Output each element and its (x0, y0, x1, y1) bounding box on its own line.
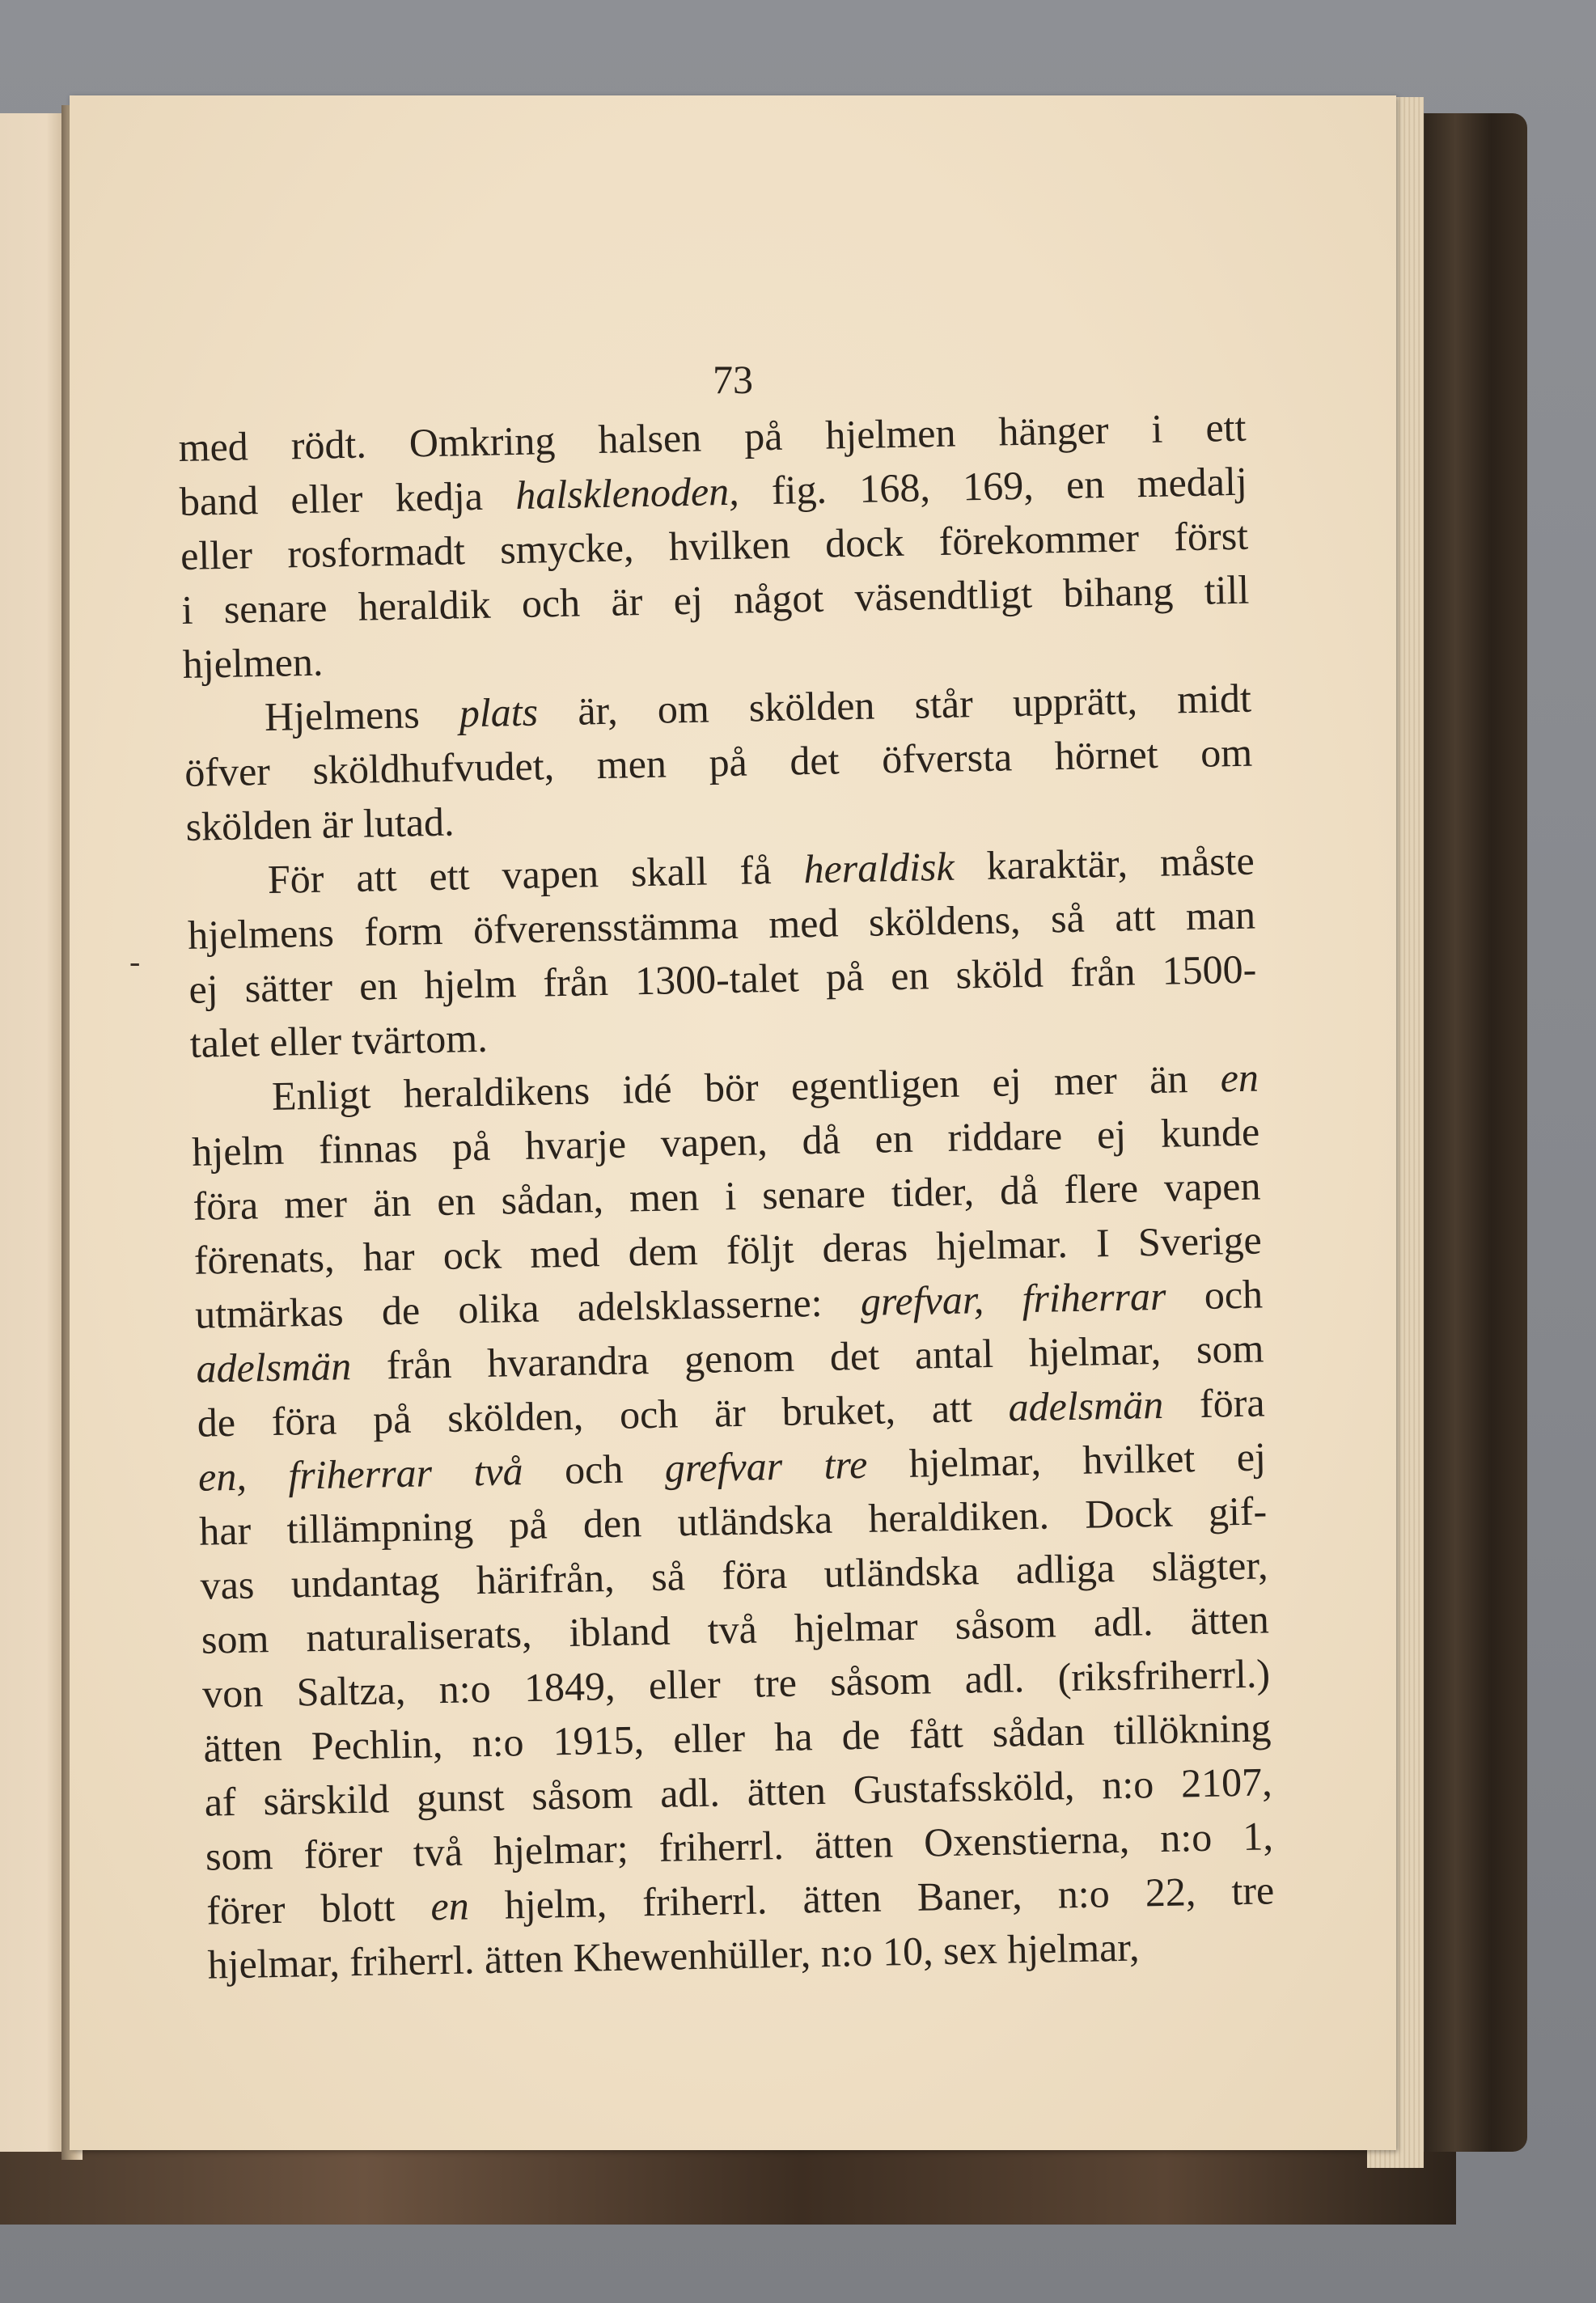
text-segment: i senare heraldik och är ej något väsendtligt bihang till (180, 566, 1250, 633)
text-segment: ätten Pechlin, n:o 1915, eller ha de fått sådan tillökning (202, 1704, 1272, 1771)
text-segment: hjelmen. (182, 638, 324, 687)
text-segment: För att ett vapen skall få (267, 846, 805, 902)
text-segment: eller rosformadt smycke, hvilken dock förekommer först (180, 512, 1249, 578)
text-segment: karaktär, måste (954, 837, 1255, 889)
text-segment: och (1165, 1271, 1264, 1319)
italic-text: grefvar, friherrar (860, 1272, 1166, 1324)
text-segment: och (523, 1445, 666, 1494)
text-segment: ej sätter en hjelm från 1300-talet på en sköld från 1500- (188, 946, 1257, 1012)
text-segment: hjelm finnas på hvarje vapen, då en riddare ej kunde (191, 1108, 1260, 1175)
text-segment: hjelmar, hvilket ej (866, 1433, 1267, 1487)
text-segment: de föra på skölden, och är bruket, att (197, 1384, 1010, 1446)
text-segment: med rödt. Omkring halsen på hjelmen hänger i ett (178, 404, 1247, 470)
text-segment: Enligt heraldikens idé bör egentligen ej mer än (271, 1055, 1221, 1119)
text-segment: öfver sköldhufvudet, men på det öfversta hörnet om (184, 729, 1253, 795)
text-segment: band eller kedja (179, 472, 516, 524)
left-page-edge (0, 113, 69, 2152)
italic-text: halsklenoden, (514, 468, 740, 519)
italic-text: en (1220, 1054, 1259, 1101)
page-number: 73 (713, 357, 753, 402)
text-segment: hjelm, friherrl. ätten Baner, n:o 22, tre (468, 1867, 1275, 1928)
text-segment: som förer två hjelmar; friherrl. ätten Oxenstierna, n:o 1, (205, 1813, 1274, 1879)
italic-text: plats (459, 688, 539, 736)
text-segment: hjelmar, friherrl. ätten Khewenhüller, n:o 10, sex hjelmar, (207, 1924, 1140, 1988)
italic-text: heraldisk (803, 843, 955, 892)
italic-text: en (430, 1882, 470, 1929)
text-segment: föra (1162, 1379, 1266, 1427)
margin-dash-mark: - (129, 943, 141, 980)
text-segment: har tillämpning på den utländska heraldiken. Dock gif- (198, 1488, 1268, 1554)
italic-text: grefvar tre (664, 1441, 868, 1491)
text-segment: från hvarandra genom det antal hjelmar, som (350, 1325, 1264, 1389)
text-segment: förenats, har ock med dem följt deras hjelmar. I Sverige (193, 1217, 1263, 1283)
italic-text: adelsmän (195, 1343, 352, 1391)
book-page (70, 95, 1396, 2150)
text-segment: som naturaliserats, ibland två hjelmar såsom adl. ätten (201, 1596, 1270, 1662)
text-segment: af särskild gunst såsom adl. ätten Gustafssköld, n:o 2107, (204, 1759, 1273, 1825)
text-segment: skölden är lutad. (185, 798, 455, 849)
text-segment: fig. 168, 169, en medalj (739, 458, 1248, 514)
book-cover-right (1408, 113, 1527, 2152)
text-segment: Hjelmens (264, 690, 460, 740)
text-segment: förer blott (205, 1883, 431, 1933)
text-segment: är, om skölden står upprätt, midt (537, 675, 1252, 735)
text-segment: föra mer än en sådan, men i senare tider, då flere vapen (193, 1162, 1261, 1229)
text-segment: utmärkas de olika adelsklasserne: (194, 1279, 862, 1337)
body-text (178, 400, 1276, 1992)
text-segment: talet eller tvärtom. (189, 1014, 489, 1066)
text-segment: hjelmens form öfverensstämma med sköldens, så att man (187, 891, 1256, 958)
italic-text: en, friherrar två (197, 1448, 524, 1500)
text-segment: von Saltza, n:o 1849, eller tre såsom adl. (riksfriherrl.) (201, 1650, 1271, 1717)
italic-text: adelsmän (1008, 1381, 1164, 1430)
text-segment: vas undantag härifrån, så föra utländska adliga slägter, (200, 1542, 1268, 1608)
